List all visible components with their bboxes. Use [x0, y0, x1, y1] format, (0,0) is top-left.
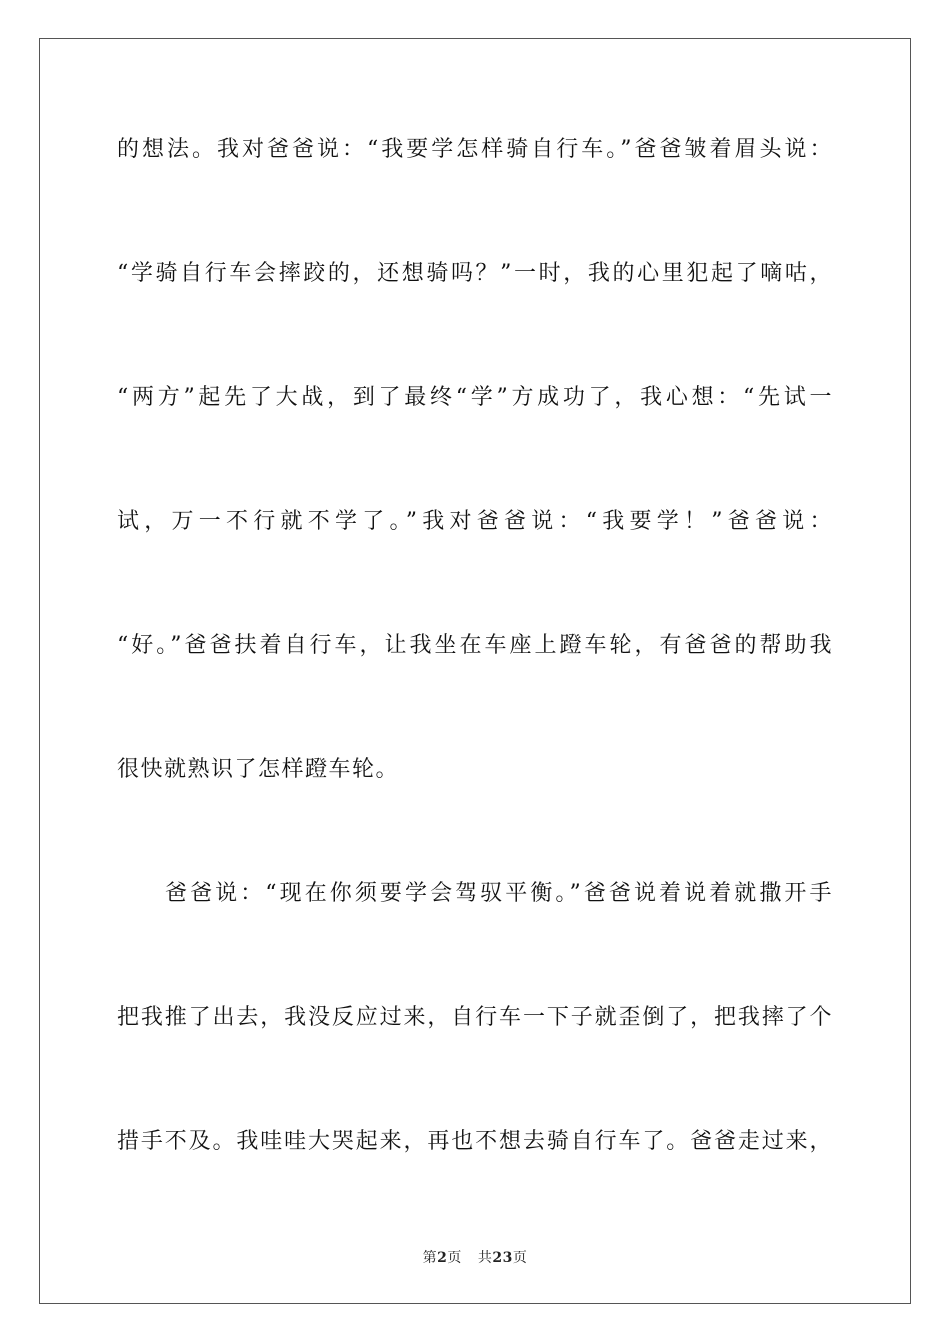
paragraph-line-4: 试，万一不行就不学了。”我对爸爸说：“我要学！”爸爸说： — [117, 509, 833, 534]
document-body — [117, 126, 833, 1242]
paragraph-line-2: “学骑自行车会摔跤的，还想骑吗？”一时，我的心里犯起了嘀咕， — [117, 261, 833, 286]
paragraph-line-3: “两方”起先了大战，到了最终“学”方成功了，我心想：“先试一 — [117, 385, 833, 410]
paragraph-line-1: 的想法。我对爸爸说：“我要学怎样骑自行车。”爸爸皱着眉头说： — [117, 137, 833, 162]
paragraph-line-9: 措手不及。我哇哇大哭起来，再也不想去骑自行车了。爸爸走过来， — [117, 1129, 833, 1154]
paragraph-line-7: 爸爸说：“现在你须要学会驾驭平衡。”爸爸说着说着就撒开手 — [165, 881, 833, 906]
page-number: 2 — [437, 1250, 448, 1266]
page-suffix: 页 — [447, 1250, 462, 1266]
paragraph-line-6: 很快就熟识了怎样蹬车轮。 — [117, 757, 400, 782]
total-pages: 23 — [492, 1250, 513, 1266]
total-suffix: 页 — [512, 1250, 528, 1266]
total-prefix: 共 — [477, 1250, 493, 1266]
paragraph-line-5: “好。”爸爸扶着自行车，让我坐在车座上蹬车轮，有爸爸的帮助我 — [117, 633, 833, 658]
page-footer — [0, 1247, 950, 1267]
page-prefix: 第 — [422, 1250, 438, 1266]
paragraph-line-8: 把我推了出去，我没反应过来，自行车一下子就歪倒了，把我摔了个 — [117, 1005, 833, 1030]
